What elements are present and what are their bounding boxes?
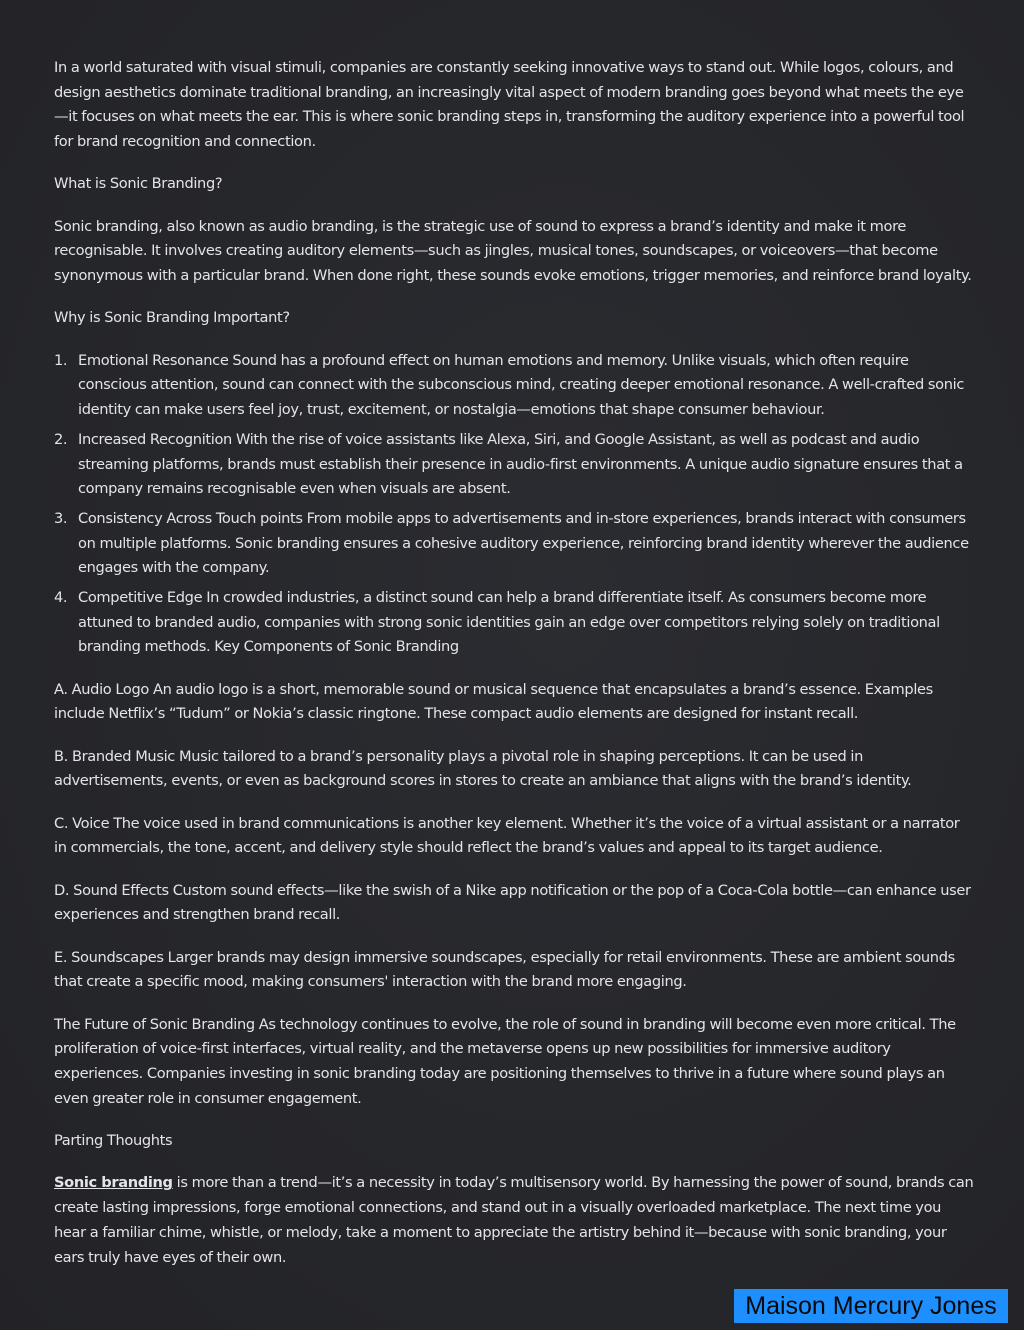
sonic-branding-link[interactable]: Sonic branding <box>54 1174 173 1192</box>
intro-paragraph: In a world saturated with visual stimuli, companies are constantly seeking innovative ways to stand out. While logos, colours, and design aesthetics dominate traditional branding, an increasingly vital aspect of modern branding goes beyond what meets the eye—it focuses on what meets the ear. This is where sonic branding steps in, transforming the auditory experience into a powerful tool for brand recognition and connection. <box>54 59 965 151</box>
list-item-text: Consistency Across Touch points From mobile apps to advertisements and in-store experiences, brands interact with consumers on multiple platforms. Sonic branding ensures a cohesive auditory experience, reinforcing brand identity wherever the audience engages with the company. <box>78 509 969 577</box>
reasons-list <box>54 349 974 660</box>
list-item-number: 3. <box>54 509 68 527</box>
list-item-text: Competitive Edge In crowded industries, a distinct sound can help a brand differentiate itself. As consumers become more attuned to branded audio, companies with strong sonic identities gain an edge over competitors relying solely on traditional branding methods. Key Components of Sonic Branding <box>78 589 940 656</box>
heading-why-important: Why is Sonic Branding Important? <box>54 309 290 327</box>
list-item-number: 2. <box>54 430 68 448</box>
component-audio-logo: A. Audio Logo An audio logo is a short, memorable sound or musical sequence that encapsulates a brand’s essence. Examples include Netflix’s “Tudum” or Nokia’s classic ringtone. These compact audio elements are designed for instant recall. <box>54 680 933 723</box>
list-item-text: Emotional Resonance Sound has a profound effect on human emotions and memory. Unlike visuals, which often require conscious attention, sound can connect with the subconscious mind, creating deeper emotional resonance. A well-crafted sonic identity can make users feel joy, trust, excitement, or nostalgia—emotions that shape consumer behaviour. <box>78 351 965 419</box>
list-item-text: Increased Recognition With the rise of voice assistants like Alexa, Siri, and Google Assistant, as well as podcast and audio streaming platforms, brands must establish their presence in audio-first environments. A unique audio signature ensures that a company remains recognisable even when visuals are absent. <box>78 430 963 498</box>
watermark-label: Maison Mercury Jones <box>734 1289 1008 1323</box>
list-item-number: 1. <box>54 351 68 369</box>
future-paragraph: The Future of Sonic Branding As technology continues to evolve, the role of sound in branding will become even more critical. The proliferation of voice-first interfaces, virtual reality, and the metaverse opens up new possibilities for immersive auditory experiences. Companies investing in sonic branding today are positioning themselves to thrive in a future where sound plays an even greater role in consumer engagement. <box>54 1015 956 1107</box>
component-voice: C. Voice The voice used in brand communications is another key element. Whether it’s the voice of a virtual assistant or a narrator in commercials, the tone, accent, and delivery style should reflect the brand’s values and appeal to its target audience. <box>54 814 960 857</box>
list-item <box>54 349 974 423</box>
component-soundscapes: E. Soundscapes Larger brands may design immersive soundscapes, especially for retail environments. These are ambient sounds that create a specific mood, making consumers' interaction with the brand more engaging. <box>54 948 955 991</box>
component-branded-music: B. Branded Music Music tailored to a brand’s personality plays a pivotal role in shaping perceptions. It can be used in advertisements, events, or even as background scores in stores to create an ambiance that aligns with the brand’s identity. <box>54 747 912 790</box>
heading-what-is-sonic-branding: What is Sonic Branding? <box>54 175 223 193</box>
component-sound-effects: D. Sound Effects Custom sound effects—like the swish of a Nike app notification or the pop of a Coca-Cola bottle—can enhance user experiences and strengthen brand recall. <box>54 881 971 924</box>
heading-parting-thoughts: Parting Thoughts <box>54 1132 173 1150</box>
closing-text: is more than a trend—it’s a necessity in today’s multisensory world. By harnessing the power of sound, brands can create lasting impressions, forge emotional connections, and stand out in a visually overloaded marketplace. The next time you hear a familiar chime, whistle, or melody, take a moment to appreciate the artistry behind it—because with sonic branding, your ears truly have eyes of their own. <box>54 1174 974 1266</box>
list-item <box>54 428 974 502</box>
closing-paragraph <box>54 1171 974 1270</box>
article-body <box>54 56 974 1288</box>
list-item <box>54 586 974 660</box>
list-item <box>54 507 974 581</box>
what-is-paragraph: Sonic branding, also known as audio branding, is the strategic use of sound to express a brand’s identity and make it more recognisable. It involves creating auditory elements—such as jingles, musical tones, soundscapes, or voiceovers—that become synonymous with a particular brand. When done right, these sounds evoke emotions, trigger memories, and reinforce brand loyalty. <box>54 217 972 285</box>
list-item-number: 4. <box>54 589 68 607</box>
